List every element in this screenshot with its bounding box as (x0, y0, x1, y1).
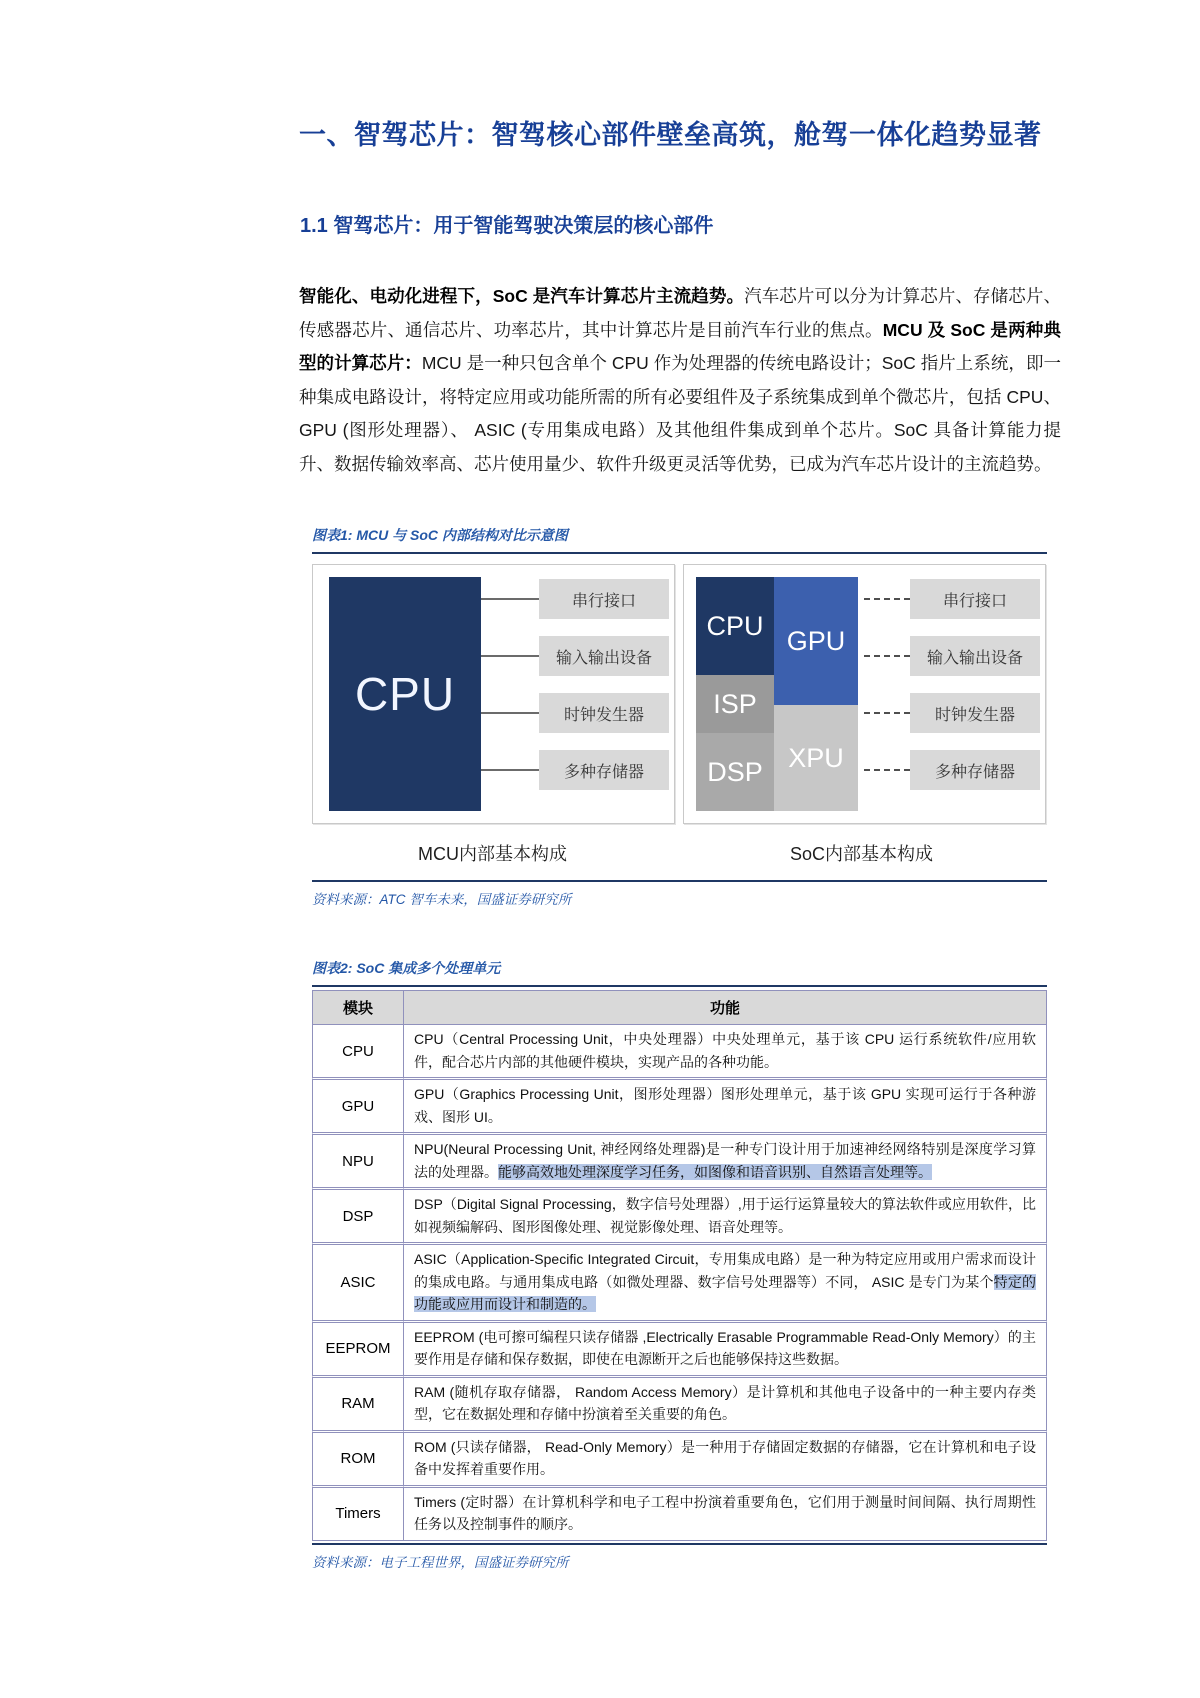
table-row (312, 1488, 1047, 1541)
table-row (312, 1190, 1047, 1245)
function-cell (404, 1245, 1047, 1323)
paragraph-text-2: MCU 是一种只包含单个 CPU 作为处理器的传统电路设计；SoC 指片上系统，即一种集成电路设计，将特定应用或功能所需的所有必要组件及子系统集成到单个微芯片，包括 CPU、GPU (图形处理器）、 ASIC (专用集成电路）及其他组件集成到单个芯片。SoC 具备计算能力提升、数据传输效率高、芯片使用量少、软件升级更灵活等优势，已成为汽车芯片设计的主流趋势。 (299, 353, 1062, 474)
page-content (299, 0, 1061, 1571)
function-cell (404, 1323, 1047, 1378)
soc-gpu-block: GPU (774, 577, 858, 705)
figure2-top-rule (312, 985, 1047, 987)
soc-component-clock-generator: 时钟发生器 (910, 693, 1040, 733)
soc-component-io-device: 输入输出设备 (910, 636, 1040, 676)
soc-component-serial-port: 串行接口 (910, 579, 1040, 619)
soc-connector-line (864, 598, 910, 600)
paragraph-bold-lead: 智能化、电动化进程下，SoC 是汽车计算芯片主流趋势。 (299, 286, 745, 306)
module-cell: NPU (312, 1135, 404, 1190)
figure1-source: 资料来源：ATC 智车未来，国盛证券研究所 (312, 892, 572, 907)
figure1-top-rule (312, 552, 1047, 554)
mcu-diagram-caption: MCU内部基本构成 (418, 844, 567, 864)
mcu-soc-diagram (312, 564, 1047, 824)
mcu-component-io-device: 输入输出设备 (539, 636, 669, 676)
table-row (312, 1135, 1047, 1190)
module-cell: CPU (312, 1025, 404, 1080)
function-text: CPU（Central Processing Unit，中央处理器）中央处理单元，基于该 CPU 运行系统软件/应用软件，配合芯片内部的其他硬件模块，实现产品的各种功能。 (414, 1031, 1036, 1070)
soc-component-memories: 多种存储器 (910, 750, 1040, 790)
function-text: NPU(Neural Processing Unit, 神经网络处理器)是一种专门设计用于加速神经网络特别是深度学习算法的处理器。 (414, 1141, 1036, 1180)
soc-dsp-block: DSP (696, 733, 774, 811)
mcu-component-clock-generator: 时钟发生器 (539, 693, 669, 733)
mcu-cpu-block: CPU (329, 577, 481, 811)
figure-2 (312, 958, 1047, 1571)
module-cell: DSP (312, 1190, 404, 1245)
function-text: ROM (只读存储器， Read-Only Memory）是一种用于存储固定数据的存储器，它在计算机和电子设备中发挥着重要作用。 (414, 1438, 1036, 1477)
diagram-captions (312, 840, 1047, 866)
figure-1 (312, 525, 1047, 908)
soc-panel (683, 564, 1046, 824)
soc-cpu-block: CPU (696, 577, 774, 675)
function-text: Timers (定时器）在计算机科学和电子工程中扮演着重要角色，它们用于测量时间间隔、执行周期性任务以及控制事件的顺序。 (414, 1493, 1036, 1532)
highlighted-text: 特定的功能或应用而设计和制造的。 (414, 1273, 1036, 1312)
function-text: GPU（Graphics Processing Unit，图形处理器）图形处理单元，基于该 GPU 实现可运行于各种游戏、图形 UI。 (414, 1086, 1036, 1125)
figure1-caption: 图表1: MCU 与 SoC 内部结构对比示意图 (312, 527, 568, 543)
soc-connector-line (864, 769, 910, 771)
table-row (312, 1025, 1047, 1080)
table-row (312, 1080, 1047, 1135)
soc-connector-line (864, 655, 910, 657)
figure2-caption: 图表2: SoC 集成多个处理单元 (312, 960, 501, 976)
highlighted-text: 能够高效地处理深度学习任务，如图像和语音识别、自然语言处理等。 (498, 1163, 932, 1180)
module-cell: ASIC (312, 1245, 404, 1323)
function-cell (404, 1135, 1047, 1190)
soc-xpu-block: XPU (774, 705, 858, 811)
function-cell (404, 1080, 1047, 1135)
function-cell (404, 1378, 1047, 1433)
table-row (312, 1245, 1047, 1323)
table-header-row (312, 990, 1047, 1025)
function-cell (404, 1433, 1047, 1488)
soc-diagram-caption: SoC内部基本构成 (789, 844, 933, 864)
module-cell: Timers (312, 1488, 404, 1541)
body-paragraph (299, 280, 1061, 481)
mcu-connector-line (481, 655, 539, 657)
function-text: DSP（Digital Signal Processing，数字信号处理器）,用于运行运算量较大的算法软件或应用软件，比如视频编解码、图形图像处理、视觉影像处理、语音处理等。 (414, 1196, 1036, 1235)
paragraph-text-1: 汽车芯片可以分为计算芯片、存储芯片、传感器芯片、通信芯片、功率芯片，其中计算芯片是目前汽车行业的焦点。 (299, 286, 1061, 340)
mcu-connector-line (481, 598, 539, 600)
mcu-connector-line (481, 769, 539, 771)
function-cell (404, 1488, 1047, 1541)
soc-modules-table (312, 990, 1047, 1541)
table-row (312, 1433, 1047, 1488)
function-text: ASIC（Application-Specific Integrated Circuit，专用集成电路）是一种为特定应用或用户需求而设计的集成电路。与通用集成电路（如微处理器、数字信号处理器等）不同， ASIC 是专门为某个 (414, 1251, 1036, 1290)
figure2-source: 资料来源：电子工程世界，国盛证券研究所 (312, 1554, 569, 1570)
table-row (312, 1323, 1047, 1378)
table-row (312, 1378, 1047, 1433)
mcu-connector-line (481, 712, 539, 714)
module-cell: ROM (312, 1433, 404, 1488)
mcu-component-serial-port: 串行接口 (539, 579, 669, 619)
module-cell: GPU (312, 1080, 404, 1135)
function-cell (404, 1190, 1047, 1245)
figure2-bottom-rule (312, 1543, 1047, 1545)
soc-connector-line (864, 712, 910, 714)
function-text: RAM (随机存取存储器， Random Access Memory）是计算机和其他电子设备中的一种主要内存类型，它在数据处理和存储中扮演着至关重要的角色。 (414, 1383, 1036, 1422)
function-cell (404, 1025, 1047, 1080)
table-header-function: 功能 (404, 990, 1047, 1025)
function-text: EEPROM (电可擦可编程只读存储器 ,Electrically Erasable Programmable Read-Only Memory）的主要作用是存储和保存数据，即使在电源断开之后也能够保持这些数据。 (414, 1328, 1036, 1367)
module-cell: EEPROM (312, 1323, 404, 1378)
table-header-module: 模块 (312, 990, 404, 1025)
mcu-panel (312, 564, 675, 824)
soc-isp-block: ISP (696, 675, 774, 733)
module-cell: RAM (312, 1378, 404, 1433)
section-title: 一、智驾芯片：智驾核心部件壁垒高筑，舱驾一体化趋势显著 (299, 120, 1042, 150)
subsection-title: 1.1 智驾芯片：用于智能驾驶决策层的核心部件 (300, 215, 714, 237)
mcu-component-memories: 多种存储器 (539, 750, 669, 790)
paragraph-bold-2: MCU 及 SoC 是两种典型的计算芯片： (299, 319, 1061, 373)
figure1-bottom-rule (312, 880, 1047, 882)
